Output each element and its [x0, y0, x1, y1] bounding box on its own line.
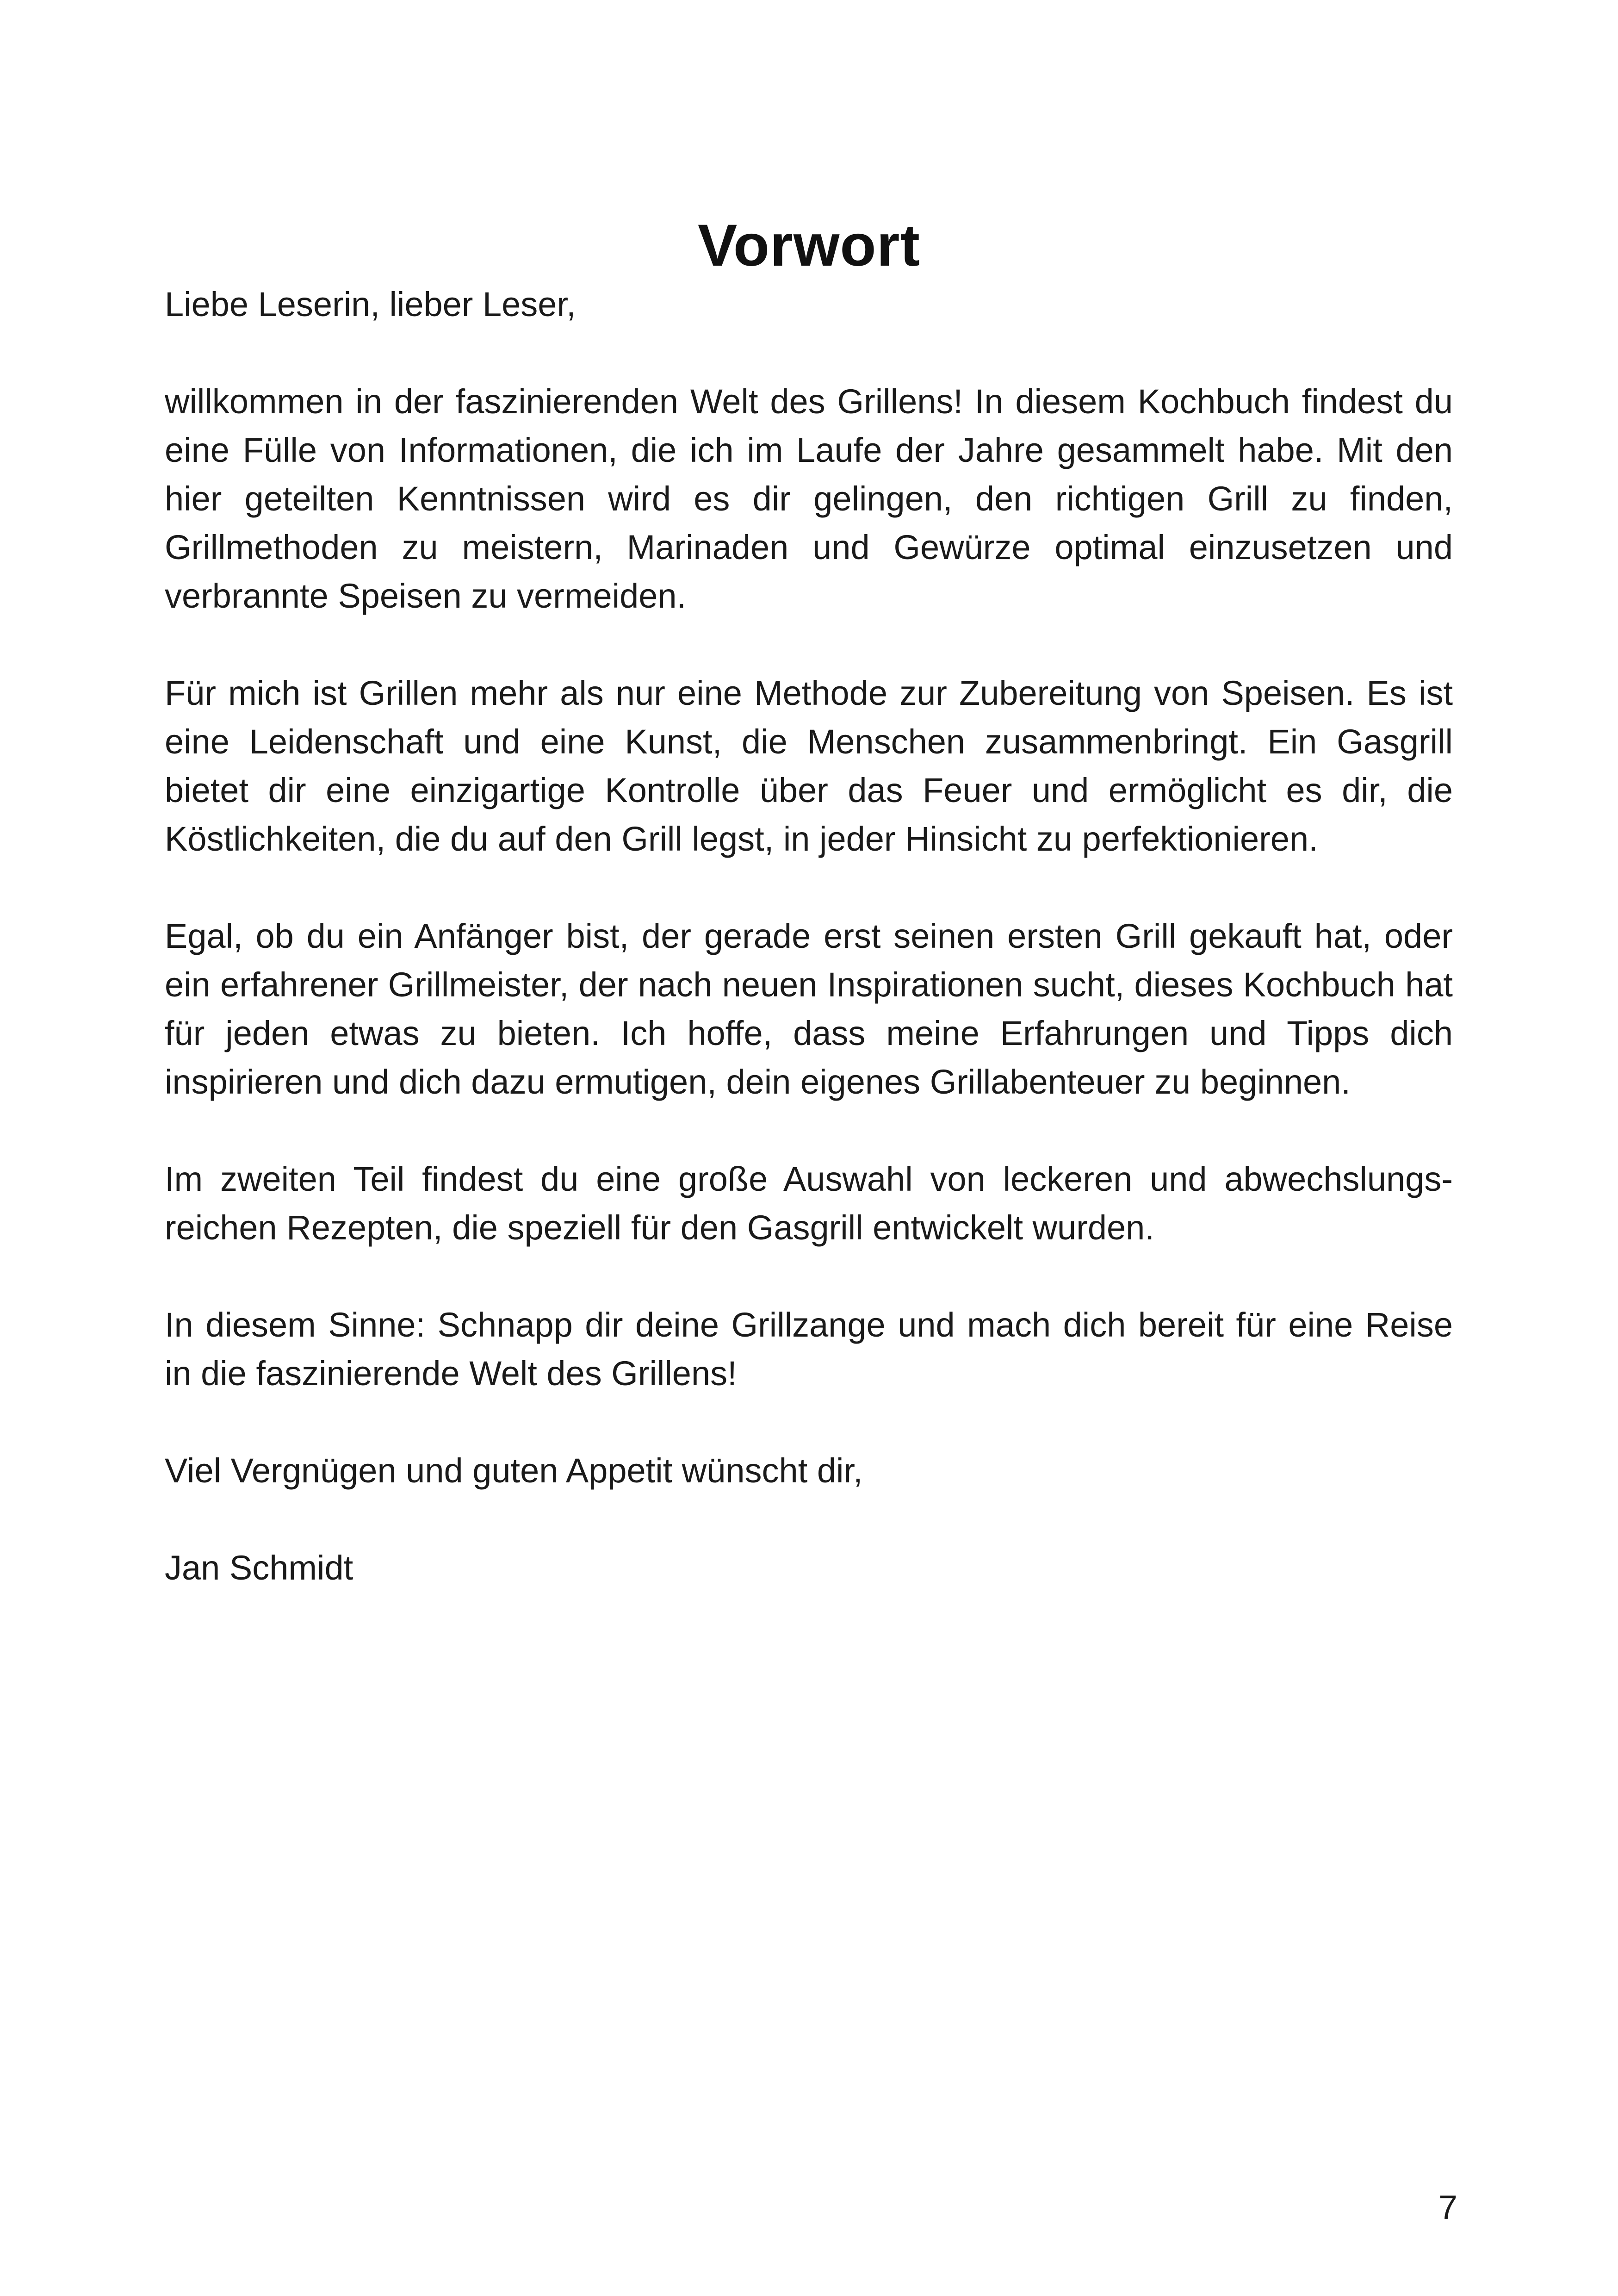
preface-body	[165, 280, 1453, 1641]
signature: Jan Schmidt	[165, 1549, 353, 1587]
greeting: Liebe Leserin, lieber Leser,	[165, 285, 576, 324]
paragraph-welcome: willkommen in der faszinierenden Welt des Grillens! In diesem Kochbuch findest du eine Fülle von Informationen, die ich im Laufe der Jahre gesammelt habe. Mit den hier geteilten Kenntnissen wird es dir gelingen, den richtigen Grill zu finden, Grillmethoden zu meistern, Marinaden und Gewürze optimal einzusetzen und verbrannte Speisen zu vermeiden.	[165, 382, 1453, 615]
closing: Viel Vergnügen und guten Appetit wünscht dir,	[165, 1451, 863, 1490]
page-title: Vorwort	[697, 212, 921, 279]
paragraph-invitation: In diesem Sinne: Schnapp dir deine Grillzange und mach dich bereit für eine Reise in die faszinierende Welt des Grillens!	[165, 1306, 1453, 1393]
paragraph-recipes: Im zweiten Teil findest du eine große Auswahl von leckeren und abwechslungsreichen Rezepten, die speziell für den Gasgrill entwickelt wurden.	[165, 1160, 1453, 1247]
page-number: 7	[1438, 2188, 1457, 2227]
paragraph-audience: Egal, ob du ein Anfänger bist, der gerade erst seinen ersten Grill gekauft hat, oder ein erfahrener Grillmeister, der nach neuen Inspirationen sucht, dieses Kochbuch hat für jeden etwas zu bieten. Ich hoffe, dass meine Erfahrungen und Tipps dich inspirieren und dich dazu ermutigen, dein eigenes Grillabenteuer zu beginnen.	[165, 917, 1453, 1101]
paragraph-passion: Für mich ist Grillen mehr als nur eine Methode zur Zubereitung von Speisen. Es ist eine Leidenschaft und eine Kunst, die Menschen zusammenbringt. Ein Gasgrill bietet dir eine einzigartige Kontrolle über das Feuer und ermöglicht es dir, die Köstlichkeiten, die du auf den Grill legst, in jeder Hinsicht zu perfektionieren.	[165, 674, 1453, 858]
